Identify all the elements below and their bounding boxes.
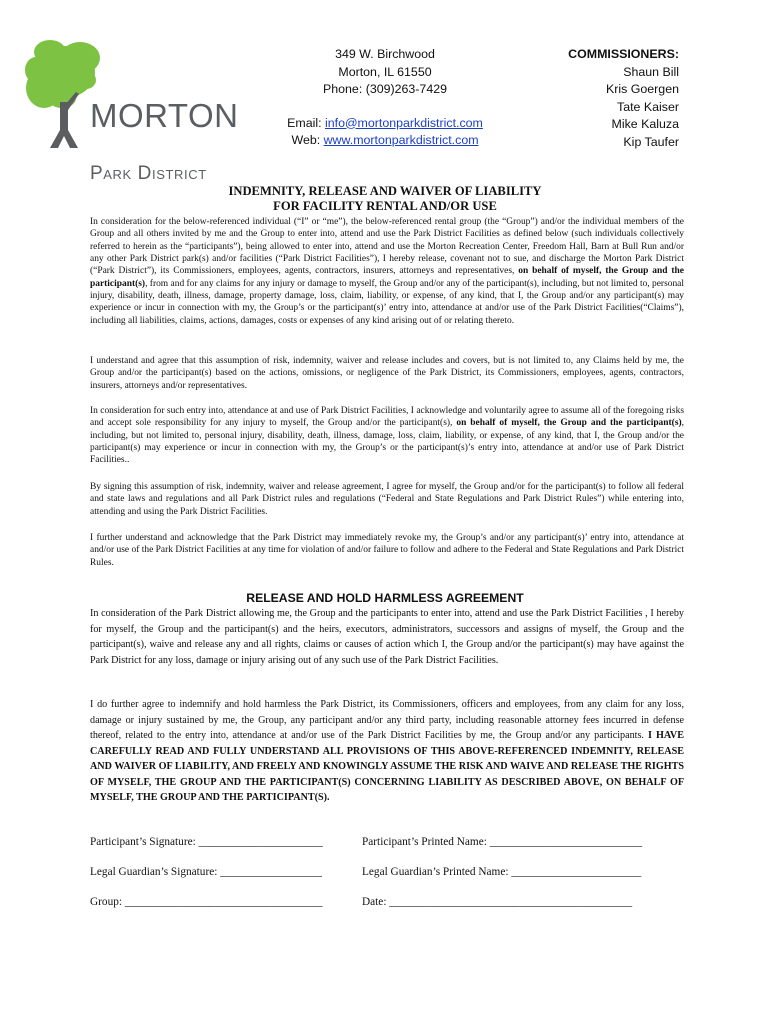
commissioners-heading: COMMISSIONERS: xyxy=(568,47,679,61)
acknowledgement-bold: I HAVE CAREFULLY READ AND FULLY UNDERSTAND ALL PROVISIONS OF THIS ABOVE-REFERENCED INDEMNITY, RELEASE AND WAIVER OF LIABILITY, AND FREELY AND KNOWINGLY ASSUME THE RISK AND WAIVE AND RELEASE THE RIGHTS OF MYSELF, THE GROUP AND THE PARTICIPANT(S) CONCERNING LIABILITY AS DESCRIBED ABOVE, ON BEHALF OF MYSELF, THE GROUP AND THE PARTICIPANT(S). xyxy=(90,730,684,803)
web-label: Web: xyxy=(291,133,324,147)
logo-subtitle: Park District xyxy=(90,163,207,184)
commissioner-name: Mike Kaluza xyxy=(611,117,679,131)
logo-wordmark: MORTON xyxy=(90,97,239,134)
city-address: Morton, IL 61550 xyxy=(338,64,432,79)
commissioner-name: Kip Taufer xyxy=(623,134,679,149)
email-link[interactable]: info@mortonparkdistrict.com xyxy=(325,115,483,130)
bold-clause: on behalf of myself, the Group and the participant(s) xyxy=(90,266,684,289)
guardian-signature-field[interactable]: Legal Guardian’s Signature: __________________ xyxy=(90,866,322,878)
hold-harmless-title: RELEASE AND HOLD HARMLESS AGREEMENT xyxy=(246,591,524,605)
website-link[interactable]: www.mortonparkdistrict.com xyxy=(323,133,479,147)
guardian-printed-name-field[interactable]: Legal Guardian’s Printed Name: _______________________ xyxy=(362,866,642,878)
commissioner-name: Kris Goergen xyxy=(605,82,679,96)
park-district-logo xyxy=(24,36,239,184)
waiver-title-line2: FOR FACILITY RENTAL AND/OR USE xyxy=(273,199,497,213)
participant-signature-field[interactable]: Participant’s Signature: ______________________ xyxy=(90,836,323,848)
date-field[interactable]: Date: ___________________________________________ xyxy=(362,896,633,908)
phone-number: Phone: (309)263-7429 xyxy=(322,82,447,96)
bold-clause: on behalf of myself, the Group and the participant(s) xyxy=(456,418,682,429)
waiver-paragraph-4: By signing this assumption of risk, indemnity, waiver and release agreement, I agree for myself, the Group and/or for the participant(s) to follow all federal and state laws and regulations and all Park District rules and regulations (“Federal and State Regulations and Park District Rules”) while entering into, attending and using the Park District Facilities. xyxy=(90,482,684,517)
group-field[interactable]: Group: ___________________________________ xyxy=(90,896,323,908)
participant-printed-name-field[interactable]: Participant’s Printed Name: ___________________________ xyxy=(362,836,643,848)
waiver-paragraph-5: I further understand and acknowledge that the Park District may immediately revoke my, the Group’s and/or any participant(s)’ entry into, attendance at and/or use of the Park District Facilities at any time for violation of and/or failure to follow and adhere to the Federal and State Regulations and Park District Rules. xyxy=(90,533,684,568)
waiver-title-line1: INDEMNITY, RELEASE AND WAIVER OF LIABILITY xyxy=(228,184,542,198)
waiver-title xyxy=(0,184,770,214)
web-line xyxy=(270,132,500,150)
street-address: 349 W. Birchwood xyxy=(335,47,435,61)
email-line xyxy=(270,115,500,133)
commissioners-block xyxy=(568,46,679,151)
email-label: Email: xyxy=(287,115,325,130)
hold-harmless-paragraph-1: In consideration of the Park District allowing me, the Group and the participants to enter into, attend and use the Park District Facilities , I hereby for myself, the Group and the participant(s) and the heirs, executors, administrators, successors and assigns of myself, the Group and the participant(s), waive and release any and all rights, claims or causes of action which I, the Group and/or the participant(s) may have against the Park District for any loss, damage or injury arising out of any such use of the Park District Facilities. xyxy=(90,608,684,666)
address-block xyxy=(270,46,500,150)
commissioner-name: Tate Kaiser xyxy=(617,99,679,114)
waiver-paragraph-3: In consideration for such entry into, attendance at and use of Park District Facilities, I acknowledge and voluntarily agree to assume all of the foregoing risks and accept sole responsibility for any injury to myself, the Group and/or the participant(s), on behalf of myself, the Group and the participant(s), including, but not limited to, personal injury, disability, death, illness, damage, loss, claim, liability, or expense, of any kind, that I, the Group and/or the participant(s) may experience or incur in connection with my, the Group’s or the participant(s)’s entry into, attendance at and/or use of Park District Facilities.. xyxy=(90,406,684,466)
tree-icon xyxy=(24,36,104,156)
commissioner-name: Shaun Bill xyxy=(623,64,679,79)
hold-harmless-paragraph-2: I do further agree to indemnify and hold harmless the Park District, its Commissioners, officers and employees, from any claim for any loss, damage or injury sustained by me, the Group, any participant and/or any third party, including reasonable attorney fees incurred in defense thereof, related to the entry into, attendance at and/or use of the Park District Facilities by me, the Group and/or any participants. I HAVE CAREFULLY READ AND FULLY UNDERSTAND ALL PROVISIONS OF THIS ABOVE-REFERENCED INDEMNITY, RELEASE AND WAIVER OF LIABILITY, AND FREELY AND KNOWINGLY ASSUME THE RISK AND WAIVE AND RELEASE THE RIGHTS OF MYSELF, THE GROUP AND THE PARTICIPANT(S) CONCERNING LIABILITY AS DESCRIBED ABOVE, ON BEHALF OF MYSELF, THE GROUP AND THE PARTICIPANT(S). xyxy=(90,699,684,803)
waiver-paragraph-1: In consideration for the below-referenced individual (“I” or “me”), the below-referenced rental group (the “Group”) and/or the individual members of the Group and all others invited by me and the Group to enter into, attend and use the Park District Facilities as defined below (such individuals collectively referred to herein as the “participants”), being allowed to enter into, attend and use the Morton Recreation Center, Freedom Hall, Barn at Bull Run and/or any other Park District park(s) and/or facilities (“Park District Facilities”), I hereby release, covenant not to sue, and discharge the Morton Park District (“Park District”), its Commissioners, employees, agents, contractors, insurers, attorneys and representatives, on behalf of myself, the Group and the participant(s), from and for any claims for any injury or damage to myself, the Group and/or any of the participant(s), including, but not limited to, personal injury, disability, death, illness, damage, property damage, loss, claim, liability, or expense, of any kind, that I, the Group and/or any participant(s) may experience or incur in connection with my, the Group’s or the participant(s)’ entry into, attendance at and/or use of the Park District Facilities(“Claims”), including all liabilities, claims, actions, damages, costs or expenses of any kind arising out of or relating thereto. xyxy=(90,217,684,326)
waiver-paragraph-2: I understand and agree that this assumption of risk, indemnity, waiver and release includes and covers, but is not limited to, any Claims held by me, the Group and/or the participant(s) based on the actions, omissions, or negligence of the Park District, its Commissioners, employees, agents, contractors, insurers, attorneys and/or representatives. xyxy=(90,356,684,391)
